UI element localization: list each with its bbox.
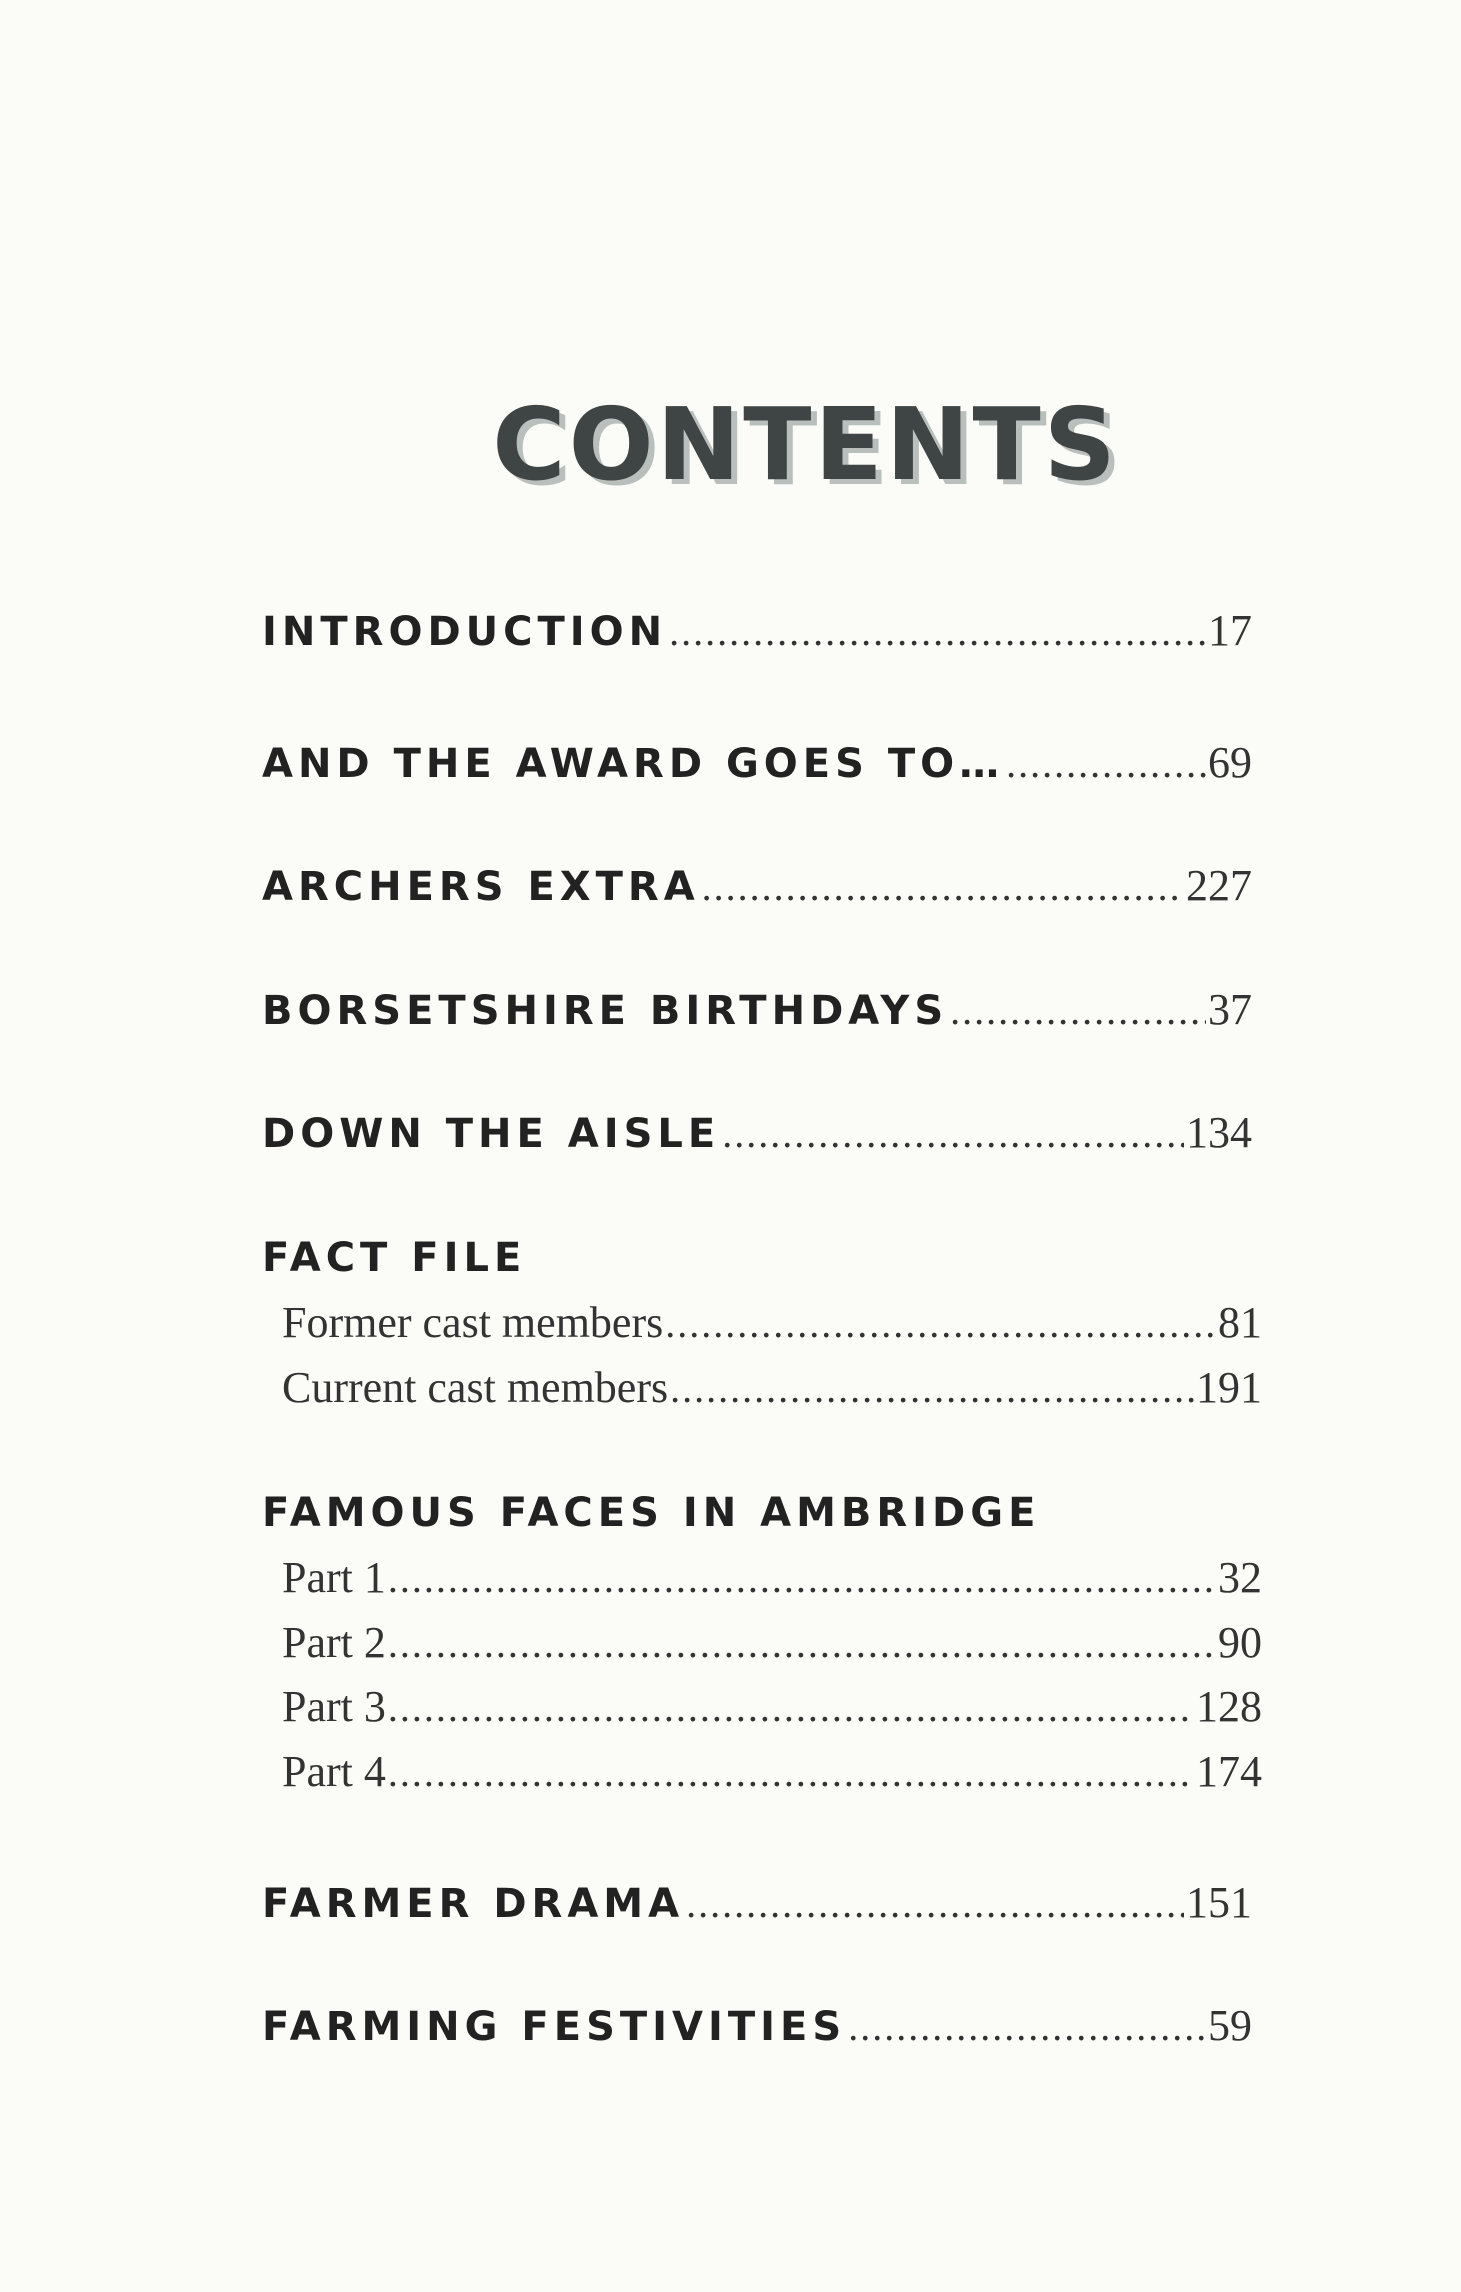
toc-page-number: 227 bbox=[1186, 861, 1252, 910]
toc-entry-farmer-drama[interactable] bbox=[262, 1877, 1252, 1928]
toc-page-number: 90 bbox=[1218, 1618, 1262, 1667]
toc-page-number: 69 bbox=[1208, 738, 1252, 787]
toc-entry-birthdays[interactable] bbox=[262, 984, 1252, 1035]
toc-page-number: 81 bbox=[1218, 1298, 1262, 1347]
toc-section-fact-file[interactable]: FACT FILE bbox=[262, 1235, 527, 1281]
toc-page-number: 191 bbox=[1196, 1363, 1262, 1412]
dot-leader bbox=[702, 863, 1184, 910]
toc-subentry-part-3[interactable] bbox=[282, 1681, 1262, 1732]
toc-subentry-part-4[interactable] bbox=[282, 1746, 1262, 1797]
toc-entry-label: BORSETSHIRE BIRTHDAYS bbox=[262, 988, 949, 1034]
toc-page-number: 17 bbox=[1208, 606, 1252, 655]
toc-entry-label: FARMER DRAMA bbox=[262, 1881, 685, 1927]
toc-entry-farming-festivities[interactable] bbox=[262, 2000, 1252, 2051]
toc-entry-introduction[interactable] bbox=[262, 605, 1252, 656]
toc-page-number: 59 bbox=[1208, 2001, 1252, 2050]
toc-entry-label: ARCHERS EXTRA bbox=[262, 864, 700, 910]
toc-subentry-label: Former cast members bbox=[282, 1298, 664, 1347]
dot-leader bbox=[670, 1365, 1194, 1412]
dot-leader bbox=[722, 1110, 1184, 1157]
toc-entry-label: FARMING FESTIVITIES bbox=[262, 2004, 847, 2050]
dot-leader bbox=[1006, 740, 1206, 787]
toc-entry-archers-extra[interactable] bbox=[262, 860, 1252, 911]
dot-leader bbox=[388, 1555, 1216, 1602]
toc-section-famous-faces[interactable]: FAMOUS FACES IN AMBRIDGE bbox=[262, 1490, 1041, 1536]
toc-subentry-label: Part 1 bbox=[282, 1553, 386, 1602]
toc-subentry-current-cast[interactable] bbox=[282, 1362, 1262, 1413]
dot-leader bbox=[388, 1684, 1194, 1731]
toc-subentry-label: Current cast members bbox=[282, 1363, 669, 1412]
toc-entry-down-the-aisle[interactable] bbox=[262, 1107, 1252, 1158]
toc-page-number: 37 bbox=[1208, 985, 1252, 1034]
toc-subentry-label: Part 4 bbox=[282, 1747, 386, 1796]
dot-leader bbox=[669, 608, 1206, 655]
toc-page-number: 32 bbox=[1218, 1553, 1262, 1602]
toc-subentry-label: Part 2 bbox=[282, 1618, 386, 1667]
toc-subentry-label: Part 3 bbox=[282, 1682, 386, 1731]
dot-leader bbox=[388, 1620, 1216, 1667]
toc-entry-label: INTRODUCTION bbox=[262, 609, 668, 655]
toc-entry-award[interactable] bbox=[262, 737, 1252, 788]
toc-page-number: 128 bbox=[1196, 1682, 1262, 1731]
toc-subentry-part-2[interactable] bbox=[282, 1617, 1262, 1668]
toc-page-number: 151 bbox=[1186, 1878, 1252, 1927]
toc-subentry-part-1[interactable] bbox=[282, 1552, 1262, 1603]
dot-leader bbox=[388, 1749, 1194, 1796]
toc-subentry-former-cast[interactable] bbox=[282, 1297, 1262, 1348]
dot-leader bbox=[686, 1880, 1184, 1927]
toc-entry-label: DOWN THE AISLE bbox=[262, 1111, 721, 1157]
dot-leader bbox=[848, 2003, 1206, 2050]
toc-entry-label: AND THE AWARD GOES TO… bbox=[262, 741, 1005, 787]
toc-page-number: 134 bbox=[1186, 1108, 1252, 1157]
dot-leader bbox=[665, 1300, 1216, 1347]
page-title: CONTENTS bbox=[492, 386, 1119, 503]
dot-leader bbox=[950, 987, 1206, 1034]
toc-page-number: 174 bbox=[1196, 1747, 1262, 1796]
